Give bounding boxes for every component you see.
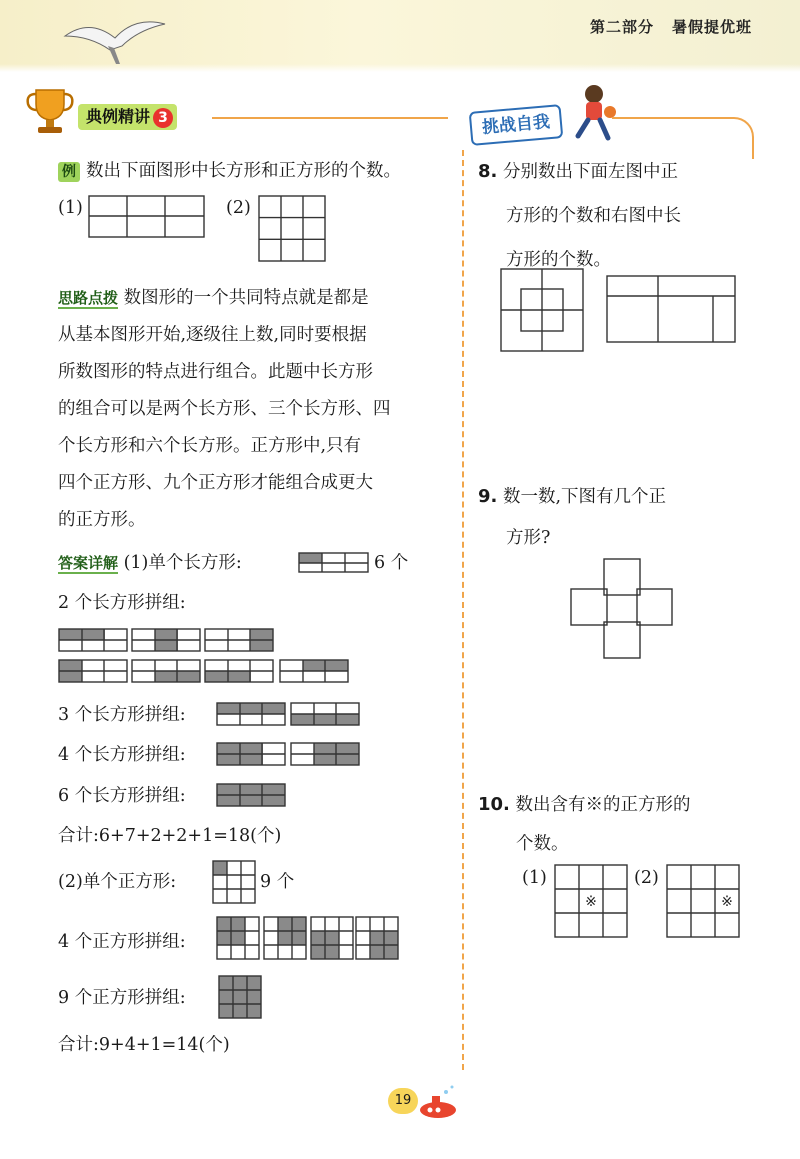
single-rect-figure [298,552,370,574]
hint-line-0 [58,280,453,317]
challenge-title: 挑战自我 [469,104,564,146]
four-rect-figures [216,742,362,766]
example-fig2-label: (2) [226,198,251,218]
example-fig1-label: (1) [58,198,83,218]
four-square-figures [216,916,400,960]
hint-line-6: 的正方形。 [58,510,146,530]
q10-fig1-mark: ※ [585,894,597,910]
two-rect-label: 2 个长方形拼组: [58,593,186,613]
hint-line-1: 从基本图形开始,逐级往上数,同时要根据 [58,325,367,345]
q8-line-1: 方形的个数和右图中长 [506,206,681,226]
nine-square-figure [218,975,264,1019]
q10-figure-2 [666,864,742,940]
example-figure-1 [88,195,206,239]
three-rect-figures [216,702,362,726]
q8-right-figure [606,275,738,345]
single-square-count: 9 个 [260,872,295,892]
q9-line-0-text: 数一数,下图有几个正 [502,487,667,507]
q9-number: 9. [478,486,498,507]
q10-line-0 [478,786,778,824]
hint-line-5: 四个正方形、九个正方形才能组合成更大 [58,473,373,493]
question-9 [478,478,778,557]
hint-block [58,280,453,539]
q8-line-2: 方形的个数。 [506,250,611,270]
q10-fig2-label: (2) [634,868,659,888]
section-rule-left [212,117,448,119]
q8-line-0-text: 分别数出下面左图中正 [502,162,678,182]
q9-figure [570,558,674,660]
total-square: 合计:9+4+1=14(个) [58,1035,230,1055]
section-title [78,104,177,130]
header-title [590,16,752,37]
single-square-label: (2)单个正方形: [58,872,177,892]
submarine-icon [416,1082,462,1122]
answer-label: 答案详解 [58,554,119,572]
header-part: 第二部分 [589,18,654,36]
three-rect-label: 3 个长方形拼组: [58,705,186,725]
q10-fig1-label: (1) [522,868,547,888]
example-figure-2 [258,195,328,263]
four-square-label: 4 个正方形拼组: [58,932,186,952]
header-course: 暑假提优班 [671,18,752,36]
answer-single-rect [58,545,242,582]
q10-number: 10. [478,794,510,815]
single-square-figure [212,860,258,904]
section-title-text: 典例精讲 [86,107,151,126]
hint-line-0-text: 数图形的一个共同特点就是都是 [123,288,369,308]
single-rect-count: 6 个 [374,553,409,573]
example-badge: 例 [58,162,80,182]
two-rect-figures [58,628,353,690]
six-rect-label: 6 个长方形拼组: [58,786,186,806]
nine-square-label: 9 个正方形拼组: [58,988,186,1008]
question-8 [478,153,778,279]
four-rect-label: 4 个长方形拼组: [58,745,186,765]
question-10 [478,786,778,863]
q8-line-0 [478,153,778,191]
hint-line-4: 个长方形和六个长方形。正方形中,只有 [58,436,362,456]
section-number: 3 [153,108,173,128]
q10-line-1: 个数。 [516,834,569,854]
example-question [58,153,401,190]
q10-figure-1 [554,864,630,940]
total-rect: 合计:6+7+2+2+1=18(个) [58,826,282,846]
q10-line-0-text: 数出含有※的正方形的 [515,795,691,815]
q10-fig2-mark: ※ [721,894,733,910]
q8-number: 8. [478,161,498,182]
hint-line-3: 的组合可以是两个长方形、三个长方形、四 [58,399,391,419]
example-question-text: 数出下面图形中长方形和正方形的个数。 [86,161,401,181]
q9-line-0 [478,478,778,516]
seagull-icon [60,6,170,72]
six-rect-figure [216,783,288,807]
running-boy-icon [566,82,616,144]
answer-single-rect-text: (1)单个长方形: [123,553,242,573]
column-divider [462,150,464,1070]
hint-label: 思路点拨 [58,289,119,307]
q9-line-1: 方形? [506,528,551,548]
q8-left-figure [500,268,586,354]
page-number: 19 [388,1088,418,1114]
hint-line-2: 所数图形的特点进行组合。此题中长方形 [58,362,373,382]
trophy-icon [24,86,76,136]
